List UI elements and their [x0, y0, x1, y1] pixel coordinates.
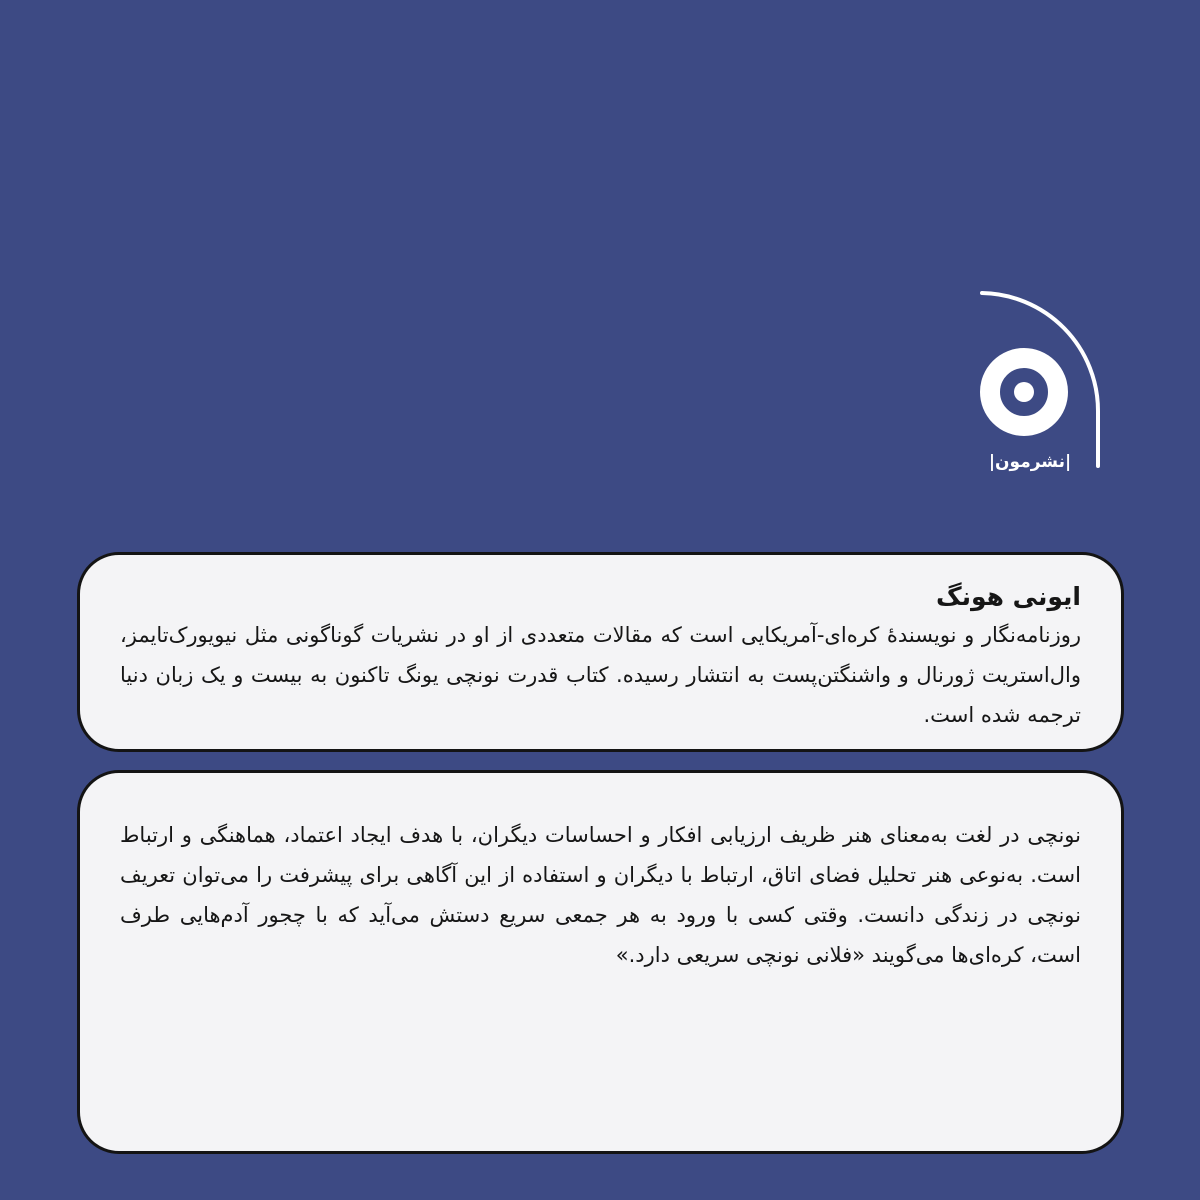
definition-card — [77, 770, 1124, 1154]
ring-logo-icon — [960, 280, 1110, 480]
definition-text: نونچی در لغت به‌معنای هنر ظریف ارزیابی افکار و احساسات دیگران، با هدف ایجاد اعتماد، هماهنگی و ارتباط است. به‌نوعی هنر تحلیل فضای اتاق، ارتباط با دیگران و استفاده از این آگاهی برای پیشرفت را می‌توان تعریف نونچی در زندگی دانست. وقتی کسی با ورود به هر جمعی سریع دستش می‌آید که با چجور آدم‌هایی طرف است، کره‌ای‌ها می‌گویند «فلانی نونچی سریعی دارد.» — [120, 823, 1081, 967]
brand-name: |نشرمون| — [988, 452, 1072, 472]
author-bio-card — [77, 552, 1124, 752]
author-bio-text: روزنامه‌نگار و نویسندهٔ کره‌ای-آمریکایی است که مقالات متعددی از او در نشریات گوناگونی مثل نیویورک‌تایمز، وال‌استریت ژورنال و واشنگتن‌پست به انتشار رسیده. کتاب قدرت نونچی یونگ تاکنون به بیست و یک زبان دنیا ترجمه شده است. — [120, 623, 1081, 727]
author-name: ایونی هونگ — [935, 582, 1081, 611]
brand-logo — [960, 280, 1110, 480]
